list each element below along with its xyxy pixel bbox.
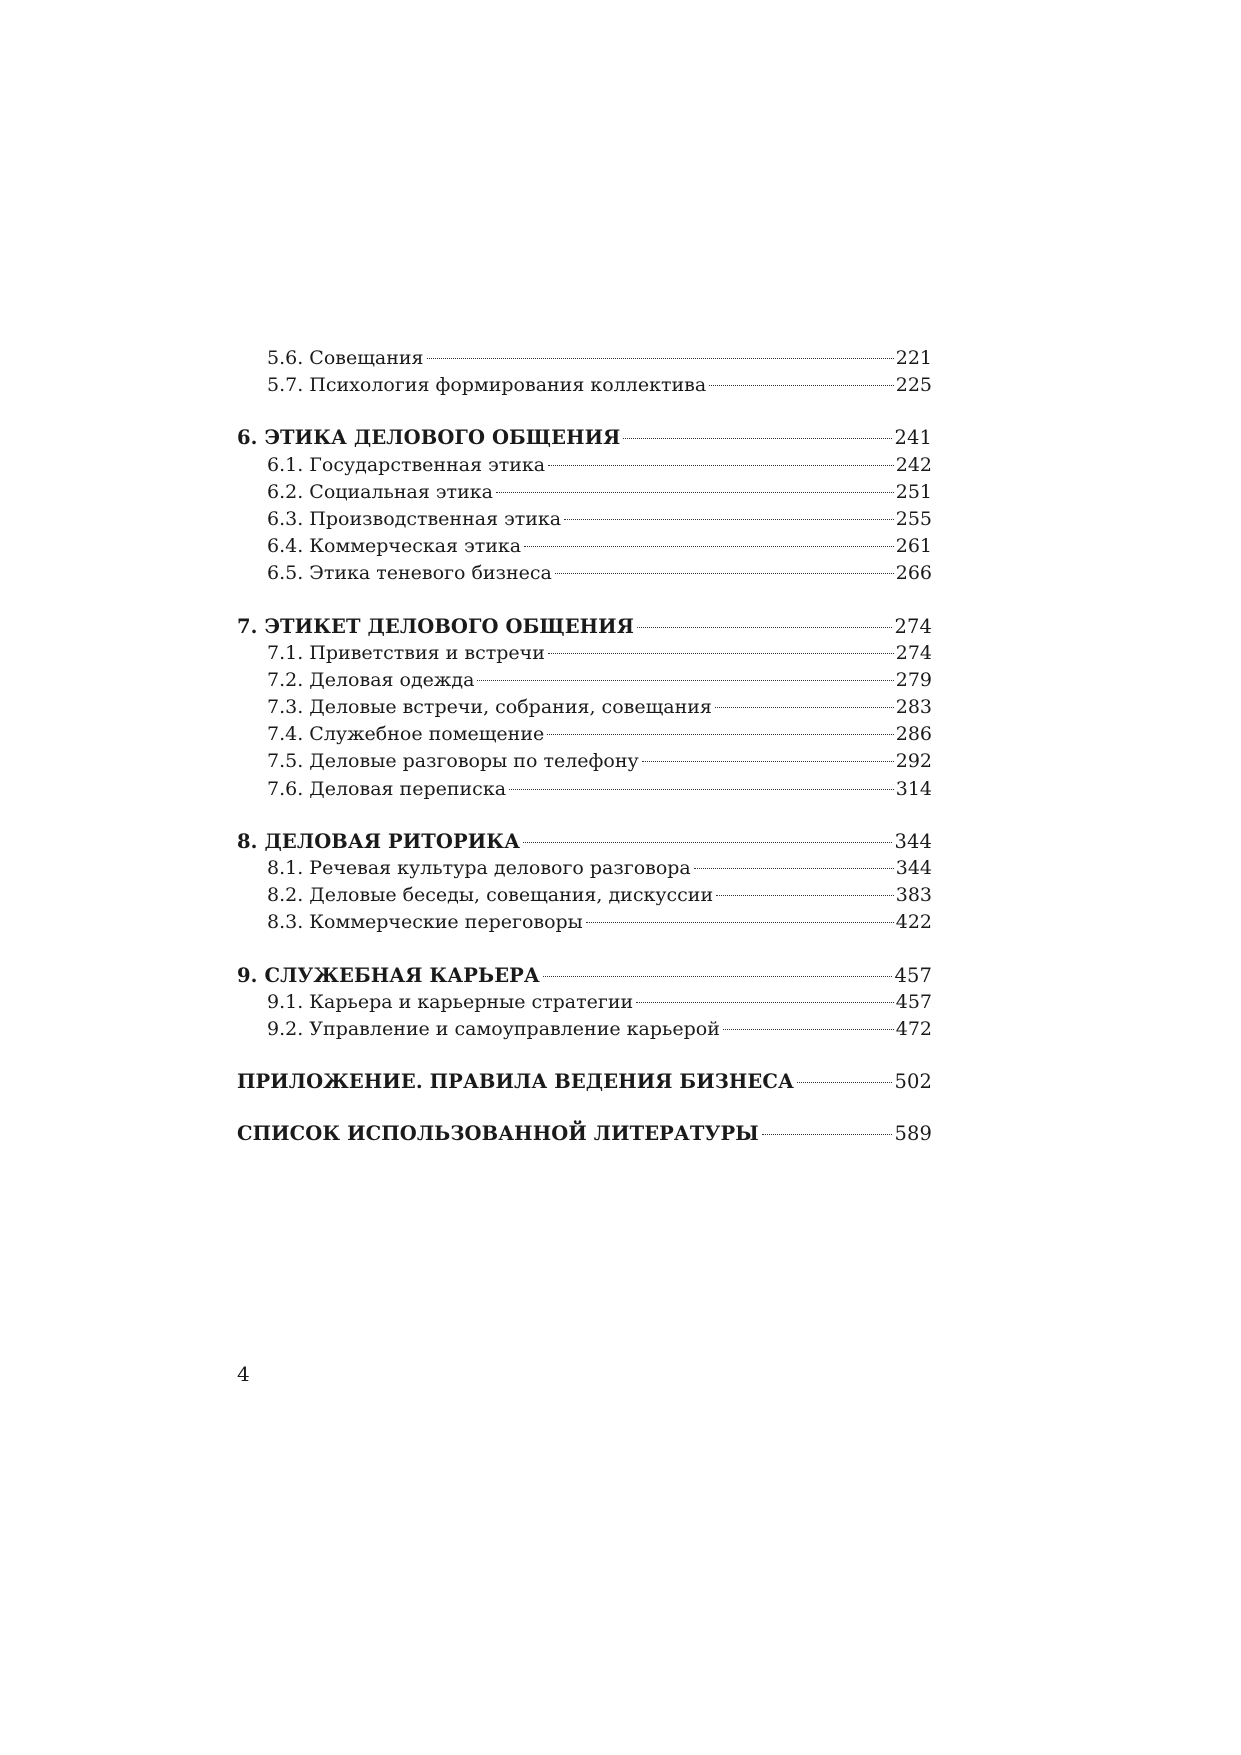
toc-entry-title: 6.3. Производственная этика [267,507,562,530]
toc-chapter-page: 344 [894,829,932,853]
dot-leader [547,734,893,735]
toc-entry-title: 6.2. Социальная этика [267,480,493,503]
toc-entry-title: 8.2. Деловые беседы, совещания, дискуссии [267,884,714,907]
section-gap [237,399,932,424]
toc-entry-page: 292 [895,750,932,773]
toc-entry[interactable] [237,479,932,506]
toc-entry[interactable] [237,855,932,882]
dot-leader [496,492,894,493]
toc-entry-page: 261 [895,535,932,558]
toc-entry-page: 286 [895,723,932,746]
toc-chapter-heading[interactable] [237,828,932,855]
toc-chapter-heading[interactable] [237,613,932,640]
dot-leader [586,922,894,923]
toc-entry-page: 422 [895,911,932,934]
toc-entry-title: 6.4. Коммерческая этика [267,535,522,558]
toc-entry-title: 7.1. Приветствия и встречи [267,641,545,664]
toc-entry-title: 7.4. Служебное помещение [267,723,545,746]
section-gap [237,937,932,962]
dot-leader [524,546,894,547]
toc-entry-title: 9.1. Карьера и карьерные стратегии [267,990,634,1013]
toc-entry-page: 221 [895,347,932,369]
page-number: 4 [237,1362,250,1386]
toc-entry-title: 8.3. Коммерческие переговоры [267,911,583,934]
dot-leader [797,1082,893,1083]
toc-entry[interactable] [237,776,932,803]
toc-entry-page: 274 [895,641,932,664]
toc-chapter-title: 7. ЭТИКЕТ ДЕЛОВОГО ОБЩЕНИЯ [237,614,634,638]
toc-entry-title: 7.2. Деловая одежда [267,668,475,691]
toc-entry[interactable] [237,748,932,775]
toc-section [237,424,932,587]
dot-leader [427,358,894,359]
dot-leader [715,707,894,708]
toc-entry-title: 5.7. Психология формирования коллектива [267,374,707,397]
toc-entry[interactable] [237,667,932,694]
toc-entry-title: 6.5. Этика теневого бизнеса [267,562,552,585]
toc-chapter-heading[interactable] [237,1120,932,1147]
dot-leader [709,385,894,386]
toc-section [237,828,932,937]
toc-entry[interactable] [237,372,932,399]
dot-leader [716,895,894,896]
toc-entry-title: 7.6. Деловая переписка [267,777,507,800]
dot-leader [637,627,892,628]
dot-leader [523,842,892,843]
toc-entry-title: 8.1. Речевая культура делового разговора [267,857,691,879]
toc-chapter-page: 457 [894,963,932,987]
toc-entry[interactable] [237,909,932,936]
toc-chapter-heading[interactable] [237,424,932,451]
dot-leader [548,653,894,654]
toc-entry-page: 279 [895,668,932,691]
toc-entry[interactable] [237,533,932,560]
toc-entry-page: 472 [895,1017,932,1040]
toc-chapter-title: 6. ЭТИКА ДЕЛОВОГО ОБЩЕНИЯ [237,426,621,450]
dot-leader [548,465,894,466]
dot-leader [564,519,894,520]
toc-bibliography-title: СПИСОК ИСПОЛЬЗОВАННОЙ ЛИТЕРАТУРЫ [237,1122,759,1146]
toc-entry[interactable] [237,506,932,533]
table-of-contents [237,345,932,1148]
toc-entry[interactable] [237,1016,932,1043]
toc-entry-page: 383 [895,884,932,907]
toc-chapter-heading[interactable] [237,1068,932,1095]
toc-bibliography-page: 589 [894,1122,932,1146]
toc-entry[interactable] [237,452,932,479]
toc-section [237,613,932,803]
toc-entry[interactable] [237,721,932,748]
toc-entry-page: 283 [895,696,932,719]
toc-chapter-title: 9. СЛУЖЕБНАЯ КАРЬЕРА [237,963,540,987]
dot-leader [642,761,894,762]
toc-entry-page: 266 [895,562,932,585]
dot-leader [636,1002,894,1003]
toc-chapter-title: 8. ДЕЛОВАЯ РИТОРИКА [237,829,521,853]
toc-entry-page: 242 [895,453,932,476]
section-gap [237,1095,932,1120]
toc-entry[interactable] [237,882,932,909]
toc-entry[interactable] [237,560,932,587]
toc-entry-title: 5.6. Совещания [267,347,424,369]
toc-chapter-page: 274 [894,614,932,638]
dot-leader [694,868,894,869]
toc-section [237,962,932,1044]
toc-entry-page: 251 [895,480,932,503]
toc-appendix-page: 502 [894,1070,932,1094]
toc-section [237,1068,932,1095]
toc-entry-page: 457 [895,990,932,1013]
section-gap [237,588,932,613]
toc-section [237,345,932,399]
dot-leader [723,1029,894,1030]
toc-section [237,1120,932,1147]
dot-leader [762,1134,893,1135]
toc-appendix-title: ПРИЛОЖЕНИЕ. ПРАВИЛА ВЕДЕНИЯ БИЗНЕСА [237,1070,794,1094]
toc-entry-title: 7.3. Деловые встречи, собрания, совещания [267,696,712,719]
dot-leader [477,680,893,681]
toc-entry-title: 9.2. Управление и самоуправление карьерой [267,1017,720,1040]
dot-leader [555,573,894,574]
toc-entry[interactable] [237,694,932,721]
dot-leader [623,438,892,439]
section-gap [237,803,932,828]
toc-entry-page: 344 [895,857,932,879]
section-gap [237,1043,932,1068]
toc-entry[interactable] [237,640,932,667]
toc-entry[interactable] [237,989,932,1016]
toc-entry-page: 255 [895,507,932,530]
toc-chapter-page: 241 [894,426,932,450]
toc-entry[interactable] [237,345,932,372]
toc-entry-page: 314 [895,777,932,800]
dot-leader [543,976,893,977]
dot-leader [509,789,894,790]
toc-entry-page: 225 [895,374,932,397]
toc-entry-title: 6.1. Государственная этика [267,453,546,476]
toc-chapter-heading[interactable] [237,962,932,989]
toc-entry-title: 7.5. Деловые разговоры по телефону [267,750,639,773]
